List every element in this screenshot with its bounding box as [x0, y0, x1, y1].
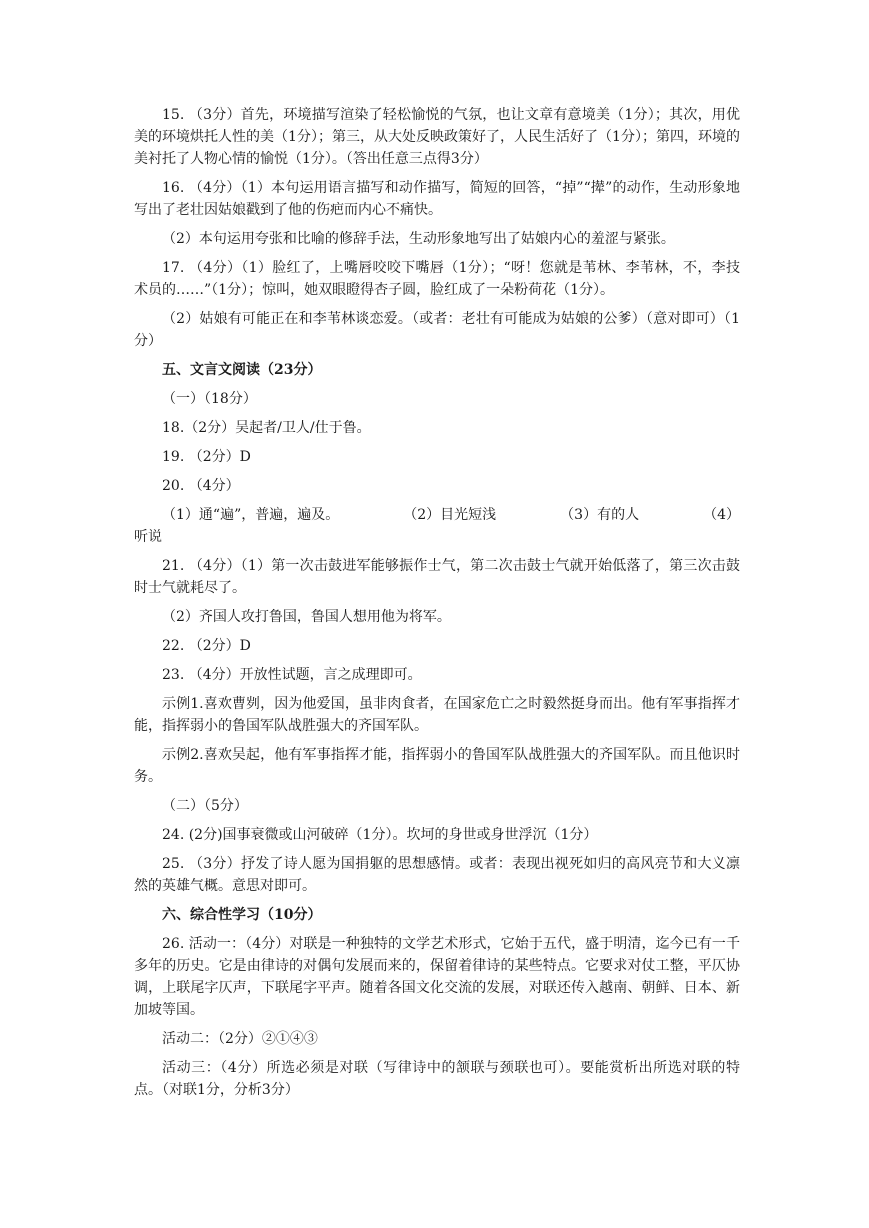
answer-20-item-2: （2）目光短浅	[403, 507, 497, 523]
subsection-one-heading: （一）（18分）	[162, 391, 257, 407]
answer-20-item-1: （1）通“遍”，普遍，遍及。	[162, 507, 340, 523]
section-heading-classical-chinese: 五、文言文阅读（23分）	[162, 362, 322, 378]
answer-18: 18.（2分）吴起者/卫人/仕于鲁。	[162, 420, 371, 436]
answer-22: 22. （2分）D	[162, 638, 251, 654]
answer-20-item-3: （3）有的人	[560, 507, 640, 523]
answer-20-item-4: （4）	[703, 507, 740, 523]
answer-26-activity-1: 26. 活动一：（4分）对联是一种独特的文学艺术形式，它始于五代，盛于明清，迄今已有一千多年的历史。它是由律诗的对偶句发展而来的，保留着律诗的某些特点。它要求对仗工整，平仄协调，上联尾字仄声，下联尾字平声。随着各国文化交流的发展，对联还传入越南、朝鲜、日本、新加坡等国。	[134, 936, 740, 1018]
section-heading-comprehensive-learning: 六、综合性学习（10分）	[162, 907, 322, 923]
answer-17-part1: 17. （4分）（1）脸红了，上嘴唇咬咬下嘴唇（1分）；“呀！您就是苇林、李苇林，不，李技术员的……”（1分）；惊叫，她双眼瞪得杏子圆，脸红成了一朵粉荷花（1分）。	[134, 260, 740, 298]
answer-23-example-2: 示例2.喜欢吴起，他有军事指挥才能，指挥弱小的鲁国军队战胜强大的齐国军队。而且他识时务。	[134, 747, 740, 785]
answer-key-page	[134, 104, 740, 1108]
answer-21-part1: 21. （4分）（1）第一次击鼓进军能够振作士气，第二次击鼓士气就开始低落了，第三次击鼓时士气就耗尽了。	[134, 558, 740, 596]
answer-16-part2: （2）本句运用夸张和比喻的修辞手法，生动形象地写出了姑娘内心的羞涩与紧张。	[162, 231, 675, 247]
subsection-two-heading: （二）（5分）	[162, 798, 248, 814]
answer-20-item-4-continued: 听说	[134, 529, 162, 545]
answer-17-part2: （2）姑娘有可能正在和李苇林谈恋爱。（或者：老壮有可能成为姑娘的公爹）（意对即可）（1分）	[134, 311, 740, 349]
answer-21-part2: （2）齐国人攻打鲁国，鲁国人想用他为将军。	[162, 609, 451, 625]
answer-15: 15. （3分）首先，环境描写渲染了轻松愉悦的气氛，也让文章有意境美（1分）；其次，用优美的环境烘托人性的美（1分）；第三，从大处反映政策好了，人民生活好了（1分）；第四，环境的美衬托了人物心情的愉悦（1分）。（答出任意三点得3分）	[134, 107, 740, 167]
answer-25: 25. （3分）抒发了诗人愿为国捐躯的思想感情。或者：表现出视死如归的高风亮节和大义凛然的英雄气概。意思对即可。	[134, 856, 740, 894]
answer-26-activity-3: 活动三：（4分）所选必须是对联（写律诗中的颔联与颈联也可）。要能赏析出所选对联的特点。（对联1分，分析3分）	[134, 1060, 740, 1098]
answer-24: 24. (2分)国事衰微或山河破碎（1分）。坎坷的身世或身世浮沉（1分）	[162, 827, 598, 843]
answer-20-heading: 20. （4分）	[162, 478, 240, 494]
answer-23: 23. （4分）开放性试题，言之成理即可。	[162, 667, 422, 683]
answer-20-items	[134, 504, 740, 526]
answer-16-part1: 16. （4分）（1）本句运用语言描写和动作描写，简短的回答，“掉”“撵”的动作，生动形象地写出了老壮因姑娘戳到了他的伤疤而内心不痛快。	[134, 180, 740, 218]
answer-26-activity-2: 活动二：（2分）②①④③	[162, 1031, 318, 1047]
answer-23-example-1: 示例1.喜欢曹刿，因为他爱国，虽非肉食者，在国家危亡之时毅然挺身而出。他有军事指挥才能，指挥弱小的鲁国军队战胜强大的齐国军队。	[134, 696, 740, 734]
answer-19: 19. （2分）D	[162, 449, 251, 465]
